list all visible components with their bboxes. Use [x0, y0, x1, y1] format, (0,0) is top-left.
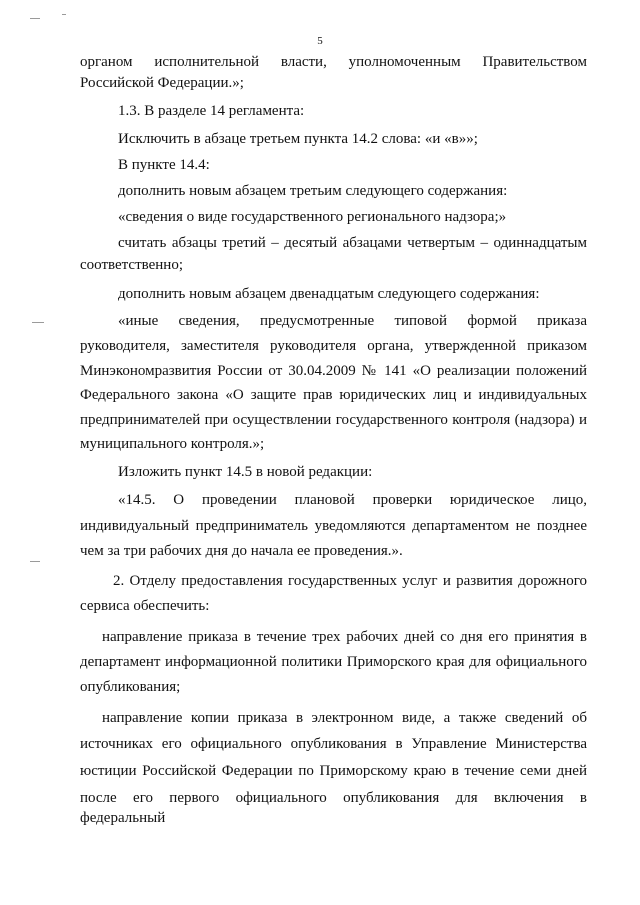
- text-line: источниках его официального опубликования в Управление Министерства: [80, 736, 587, 752]
- text-line: направление приказа в течение трех рабочих дней со дня его принятия в: [102, 629, 587, 645]
- text-line: индивидуальный предприниматель уведомляются департаментом не позднее: [80, 518, 587, 534]
- text-line: дополнить новым абзацем третьим следующего содержания:: [118, 183, 508, 199]
- scan-mark: [62, 14, 66, 15]
- text-line: Федерального закона «О защите прав юридических лиц и индивидуальных: [80, 387, 587, 403]
- text-line: направление копии приказа в электронном виде, а также сведений об: [102, 710, 587, 726]
- text-line: Минэкономразвития России от 30.04.2009 № 141 «О реализации положений: [80, 363, 587, 379]
- text-line: считать абзацы третий – десятый абзацами четвертым – одиннадцатым: [118, 235, 587, 251]
- text-line: 2. Отделу предоставления государственных услуг и развития дорожного: [113, 573, 587, 589]
- text-line: Изложить пункт 14.5 в новой редакции:: [118, 464, 373, 480]
- page-number: 5: [317, 35, 323, 47]
- text-line: дополнить новым абзацем двенадцатым следующего содержания:: [118, 286, 540, 302]
- text-line: опубликования;: [80, 679, 181, 695]
- scan-mark: [30, 18, 40, 19]
- text-line: В пункте 14.4:: [118, 157, 210, 173]
- text-line: юстиции Российской Федерации по Приморскому краю в течение семи дней: [80, 763, 587, 779]
- text-line: соответственно;: [80, 257, 183, 273]
- text-line: департамент информационной политики Приморского края для официального: [80, 654, 587, 670]
- text-line: Российской Федерации.»;: [80, 75, 244, 91]
- text-line: Исключить в абзаце третьем пункта 14.2 слова: «и «в»»;: [118, 131, 478, 147]
- text-line: 1.3. В разделе 14 регламента:: [118, 103, 305, 119]
- scan-mark: [32, 322, 44, 323]
- text-line: сервиса обеспечить:: [80, 598, 210, 614]
- text-line: чем за три рабочих дня до начала ее проведения.».: [80, 543, 403, 559]
- text-line: после его первого официального опубликования для включения в федеральный: [80, 790, 587, 826]
- text-line: «сведения о виде государственного регионального надзора;»: [118, 209, 507, 225]
- text-line: органом исполнительной власти, уполномоченным Правительством: [80, 54, 587, 70]
- text-line: «иные сведения, предусмотренные типовой формой приказа: [118, 313, 587, 329]
- text-line: «14.5. О проведении плановой проверки юридическое лицо,: [118, 492, 587, 508]
- scan-mark: [30, 561, 40, 562]
- text-line: предпринимателей при осуществлении государственного контроля (надзора) и: [80, 412, 587, 428]
- text-line: муниципального контроля.»;: [80, 436, 265, 452]
- text-line: руководителя, заместителя руководителя органа, утвержденной приказом: [80, 338, 587, 354]
